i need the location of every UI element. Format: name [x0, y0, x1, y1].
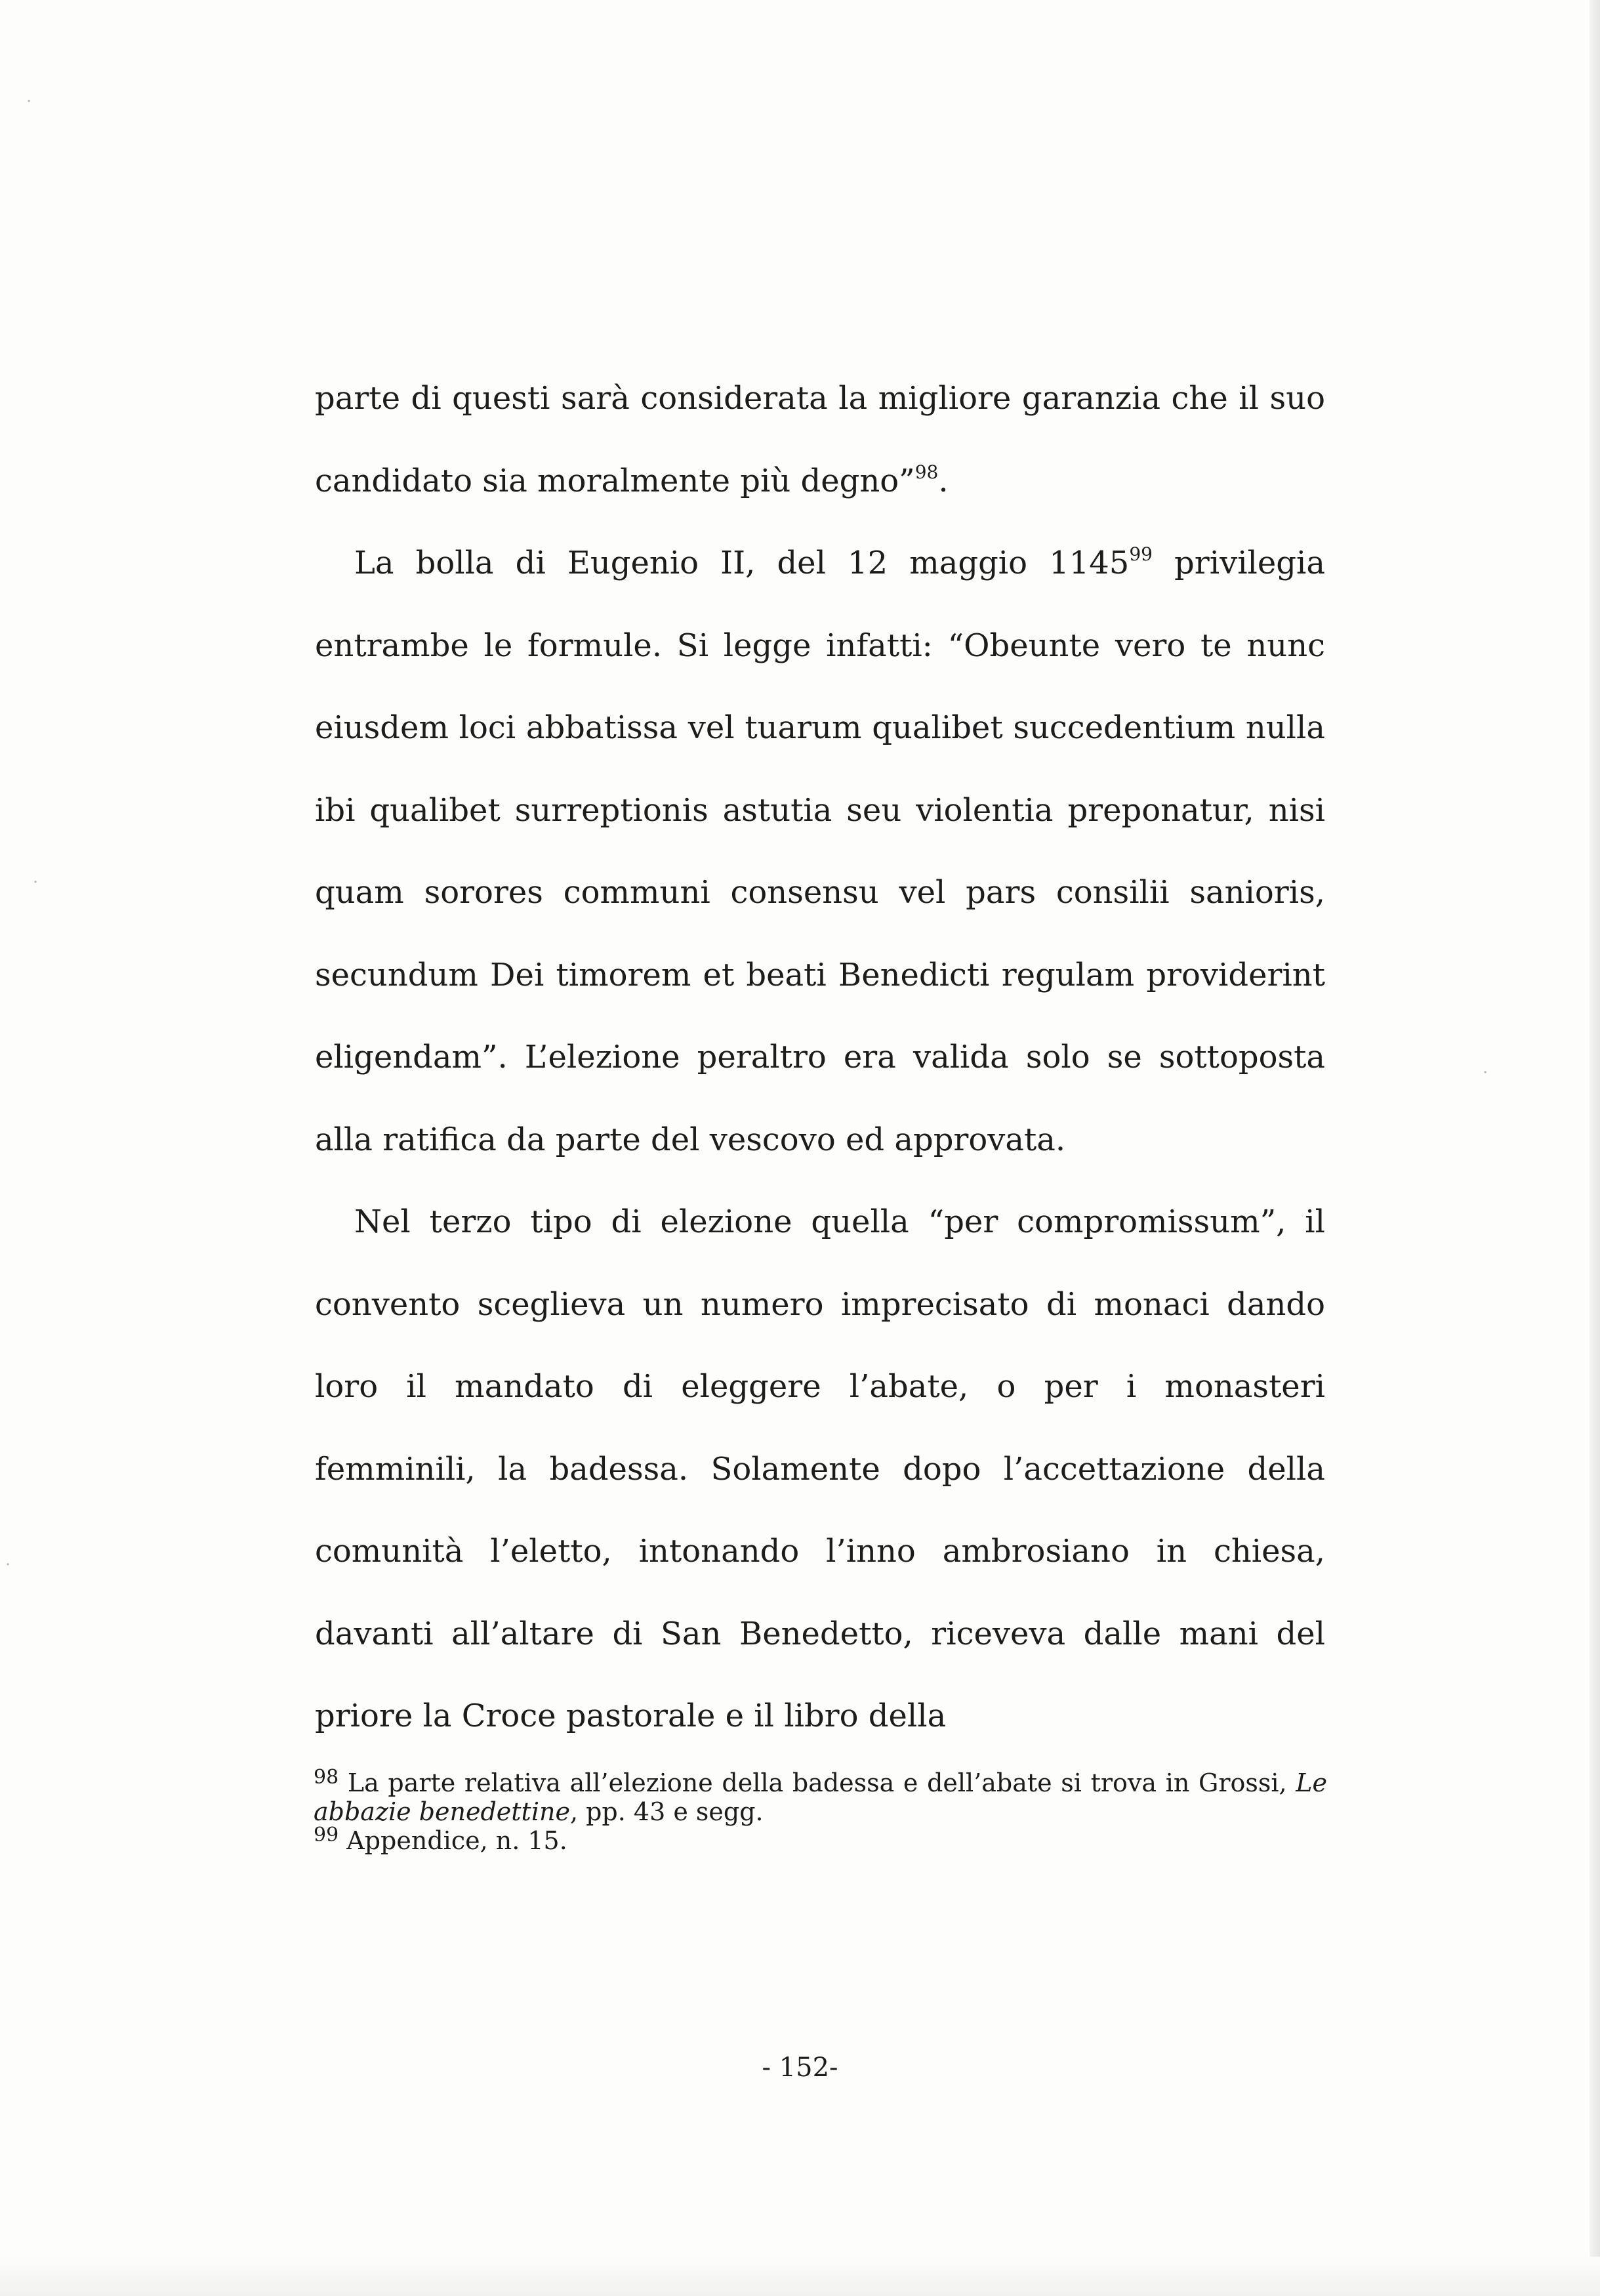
margin-speck: · — [1483, 1063, 1488, 1083]
footnote-ref-99[interactable]: 99 — [1129, 543, 1153, 565]
page-edge-shadow — [1590, 0, 1600, 2296]
footnote-number: 99 — [314, 1824, 339, 1847]
paragraph-text-rest: privilegia entrambe le formule. Si legge infatti: “Obeunte vero te nunc eiusdem loci abbatissa vel tuarum qualibet succedentium nulla ibi qualibet surreptionis astutia seu violentia preponatur, nisi quam sorores communi consensu vel pars consilii sanioris, secundum Dei timorem et beati Benedicti regulam providerint eligendam”. L’elezione peraltro era valida solo se sottoposta alla ratifica da parte del vescovo ed approvata. — [315, 545, 1325, 1158]
footnote-text: Appendice, n. 15. — [346, 1826, 567, 1855]
paragraph-text: parte di questi sarà considerata la migliore garanzia che il suo candidato sia moralmente più degno” — [315, 380, 1325, 499]
paragraph-bolla — [315, 522, 1325, 1181]
margin-speck: · — [33, 873, 39, 892]
margin-speck: · — [26, 92, 32, 112]
page-bottom-shadow — [0, 2257, 1600, 2296]
body-text — [315, 358, 1325, 1758]
margin-speck: · — [5, 1555, 11, 1575]
paragraph-continuation — [315, 358, 1325, 522]
footnote-99 — [314, 1826, 1327, 1855]
footnotes — [314, 1768, 1327, 1855]
footnote-number: 98 — [314, 1766, 339, 1789]
paragraph-compromissum: Nel terzo tipo di elezione quella “per compromissum”, il convento sceglieva un numero imprecisato di monaci dando loro il mandato di eleggere l’abate, o per i monasteri femminili, la badessa. Solamente dopo l’accettazione della comunità l’eletto, intonando l’inno ambrosiano in chiesa, davanti all’altare di San Benedetto, riceveva dalle mani del priore la Croce pastorale e il libro della — [315, 1203, 1325, 1734]
paragraph-text-start: La bolla di Eugenio II, del 12 maggio 1145 — [354, 545, 1130, 581]
footnote-title: Le abbazie benedettine — [314, 1768, 1327, 1826]
footnote-ref-98[interactable]: 98 — [914, 461, 939, 483]
page-number: - 152- — [762, 2053, 838, 2083]
footnote-98 — [314, 1768, 1327, 1826]
paragraph-tail: . — [938, 462, 949, 499]
footnote-text-after: , pp. 43 e segg. — [569, 1797, 764, 1826]
footnote-text: La parte relativa all’elezione della badessa e dell’abate si trova in Grossi, — [347, 1768, 1296, 1797]
